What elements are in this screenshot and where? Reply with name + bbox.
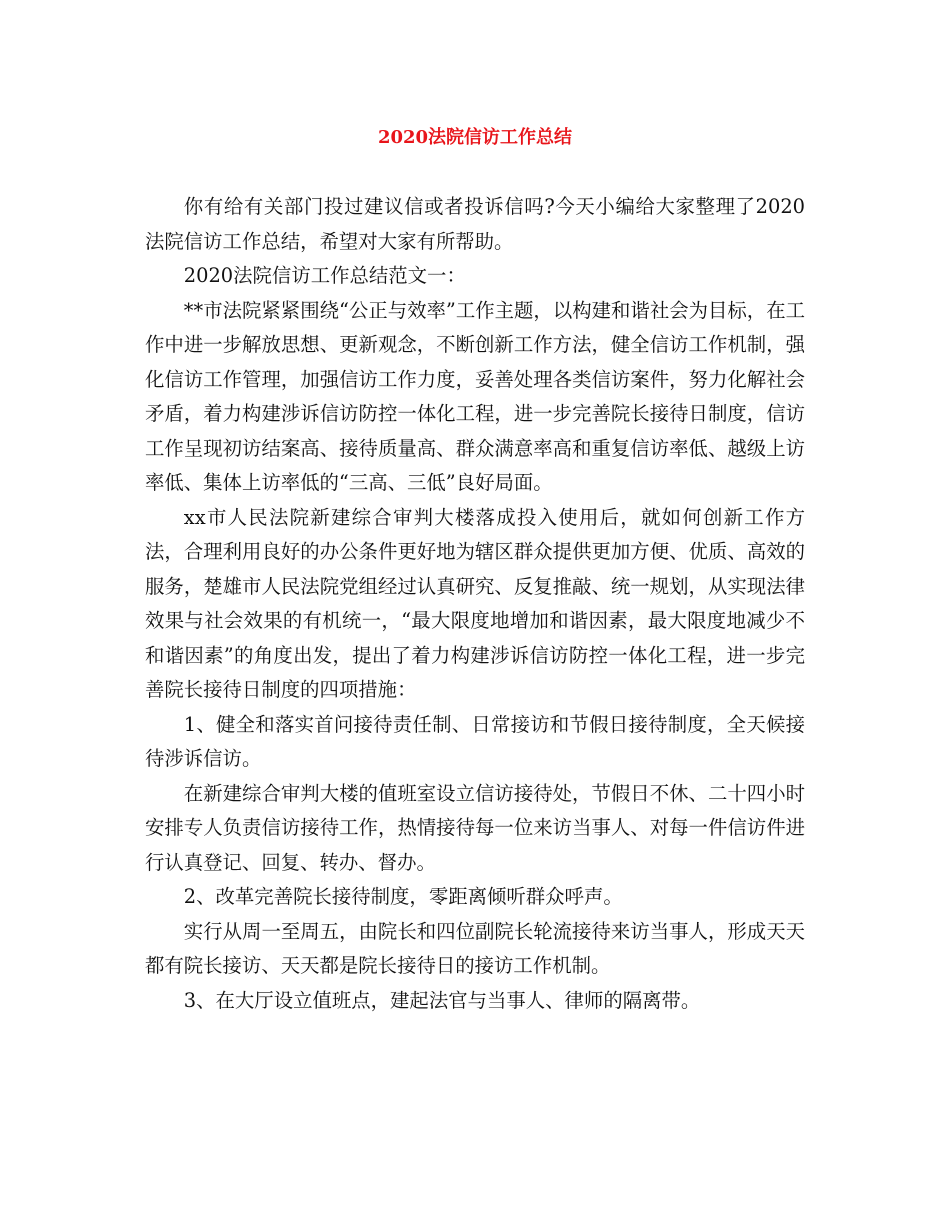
paragraph-measures: xx市人民法院新建综合审判大楼落成投入使用后，就如何创新工作方法，合理利用良好的办公条件更好地为辖区群众提供更加方便、优质、高效的服务，楚雄市人民法院党组经过认真研究、反复推敲、统一规划，从实现法律效果与社会效果的有机统一，“最大限度地增加和谐因素，最大限度地减少不和谐因素”的角度出发，提出了着力构建涉诉信访防控一体化工程，进一步完善院长接待日制度的四项措施： [145,505,805,701]
paragraph-item-2-detail: 实行从周一至周五，由院长和四位副院长轮流接待来访当事人，形成天天都有院长接访、天天都是院长接待日的接访工作机制。 [145,919,805,977]
paragraph-item-3: 3、在大厅设立值班点，建起法官与当事人、律师的隔离带。 [183,988,701,1012]
paragraph-item-1: 1、健全和落实首问接待责任制、日常接访和节假日接待制度，全天候接待涉诉信访。 [145,712,805,770]
document-title: 2020法院信访工作总结 [377,127,573,148]
paragraph-item-1-detail: 在新建综合审判大楼的值班室设立信访接待处，节假日不休、二十四小时安排专人负责信访接待工作，热情接待每一位来访当事人、对每一件信访件进行认真登记、回复、转办、督办。 [145,781,805,874]
paragraph-sample-heading: 2020法院信访工作总结范文一： [183,264,466,287]
paragraph-overview: **市法院紧紧围绕“公正与效率”工作主题，以构建和谐社会为目标，在工作中进一步解放思想、更新观念，不断创新工作方法，健全信访工作机制，强化信访工作管理，加强信访工作力度，妥善处理各类信访案件，努力化解社会矛盾，着力构建涉诉信访防控一体化工程，进一步完善院长接待日制度，信访工作呈现初访结案高、接待质量高、群众满意率高和重复信访率低、越级上访率低、集体上访率低的“三高、三低”良好局面。 [145,298,805,494]
document-body [145,190,805,1018]
paragraph-item-2: 2、改革完善院长接待制度，零距离倾听群众呼声。 [183,885,623,908]
paragraph-intro: 你有给有关部门投过建议信或者投诉信吗?今天小编给大家整理了2020法院信访工作总结，希望对大家有所帮助。 [145,195,805,253]
